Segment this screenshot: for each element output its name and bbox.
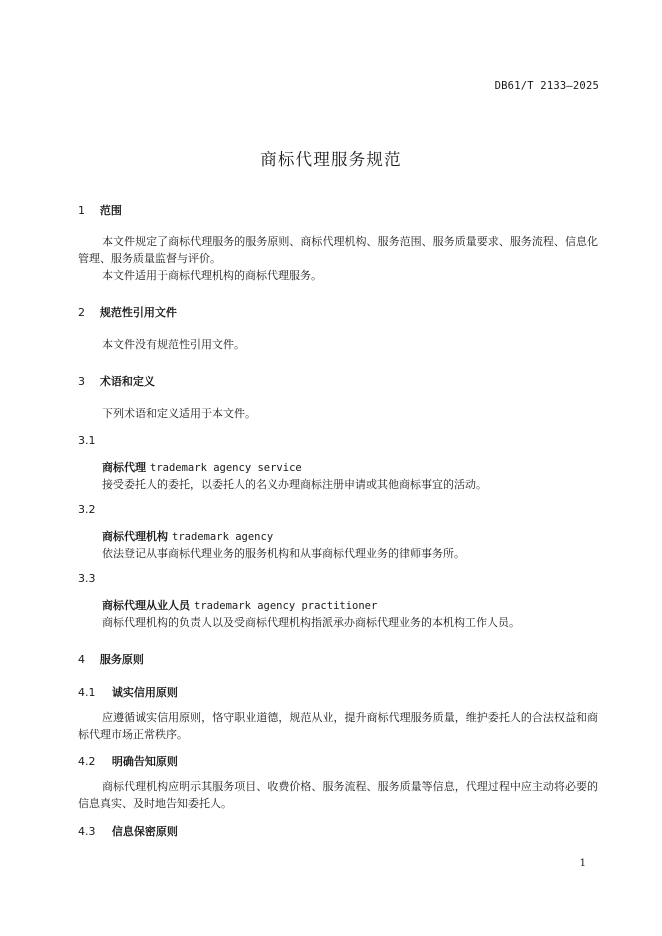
section-4-heading: [78, 651, 144, 667]
document-title: 商标代理服务规范: [260, 150, 402, 169]
standard-code: DB61/T 2133—2025: [494, 80, 599, 92]
section-2-heading: [78, 304, 177, 320]
term-english: trademark agency practitioner: [194, 600, 378, 612]
term-english: trademark agency: [172, 531, 274, 543]
term-title: [102, 459, 302, 475]
section-number: 4: [78, 653, 85, 666]
term-chinese: 商标代理机构: [102, 530, 168, 543]
section-1-heading: [78, 202, 122, 218]
term-english: trademark agency service: [150, 462, 302, 474]
paragraph: 应遵循诚实信用原则，恪守职业道德，规范从业，提升商标代理服务质量，维护委托人的合法权益和商标代理市场正常秩序。: [78, 711, 598, 741]
term-number: 3.2: [78, 503, 96, 516]
subsection-heading: [78, 684, 178, 700]
subsection-title: 诚实信用原则: [111, 686, 178, 699]
section-number: 1: [78, 204, 85, 217]
subsection-title: 明确告知原则: [111, 755, 178, 768]
paragraph: 本文件没有规范性引用文件。: [102, 338, 245, 351]
paragraph: 商标代理机构应明示其服务项目、收费价格、服务流程、服务质量等信息，代理过程中应主动将必要的信息真实、及时地告知委托人。: [78, 780, 598, 810]
section-number: 3: [78, 375, 85, 388]
subsection-number: 4.2: [78, 755, 96, 768]
subsection-number: 4.1: [78, 686, 96, 699]
term-chinese: 商标代理: [102, 461, 146, 474]
page-number: 1: [579, 858, 586, 869]
subsection-heading: [78, 823, 178, 839]
term-number: 3.1: [78, 434, 96, 447]
term-number: 3.3: [78, 572, 96, 585]
term-title: [102, 528, 273, 544]
term-definition: 商标代理机构的负责人以及受商标代理机构指派承办商标代理业务的本机构工作人员。: [102, 616, 520, 629]
section-number: 2: [78, 306, 85, 319]
section-title: 服务原则: [99, 653, 144, 666]
section-3-heading: [78, 373, 155, 389]
paragraph: 下列术语和定义适用于本文件。: [102, 407, 256, 420]
section-title: 范围: [99, 204, 122, 217]
term-definition: 接受委托人的委托，以委托人的名义办理商标注册申请或其他商标事宜的活动。: [102, 478, 487, 491]
term-definition: 依法登记从事商标代理业务的服务机构和从事商标代理业务的律师事务所。: [102, 547, 465, 560]
section-title: 术语和定义: [99, 375, 155, 388]
section-title: 规范性引用文件: [99, 306, 177, 319]
subsection-title: 信息保密原则: [111, 825, 178, 838]
subsection-heading: [78, 753, 178, 769]
term-chinese: 商标代理从业人员: [102, 599, 190, 612]
term-title: [102, 597, 377, 613]
paragraph: 本文件适用于商标代理机构的商标代理服务。: [102, 269, 322, 282]
paragraph: 本文件规定了商标代理服务的服务原则、商标代理机构、服务范围、服务质量要求、服务流程、信息化管理、服务质量监督与评价。: [78, 235, 598, 265]
subsection-number: 4.3: [78, 825, 96, 838]
